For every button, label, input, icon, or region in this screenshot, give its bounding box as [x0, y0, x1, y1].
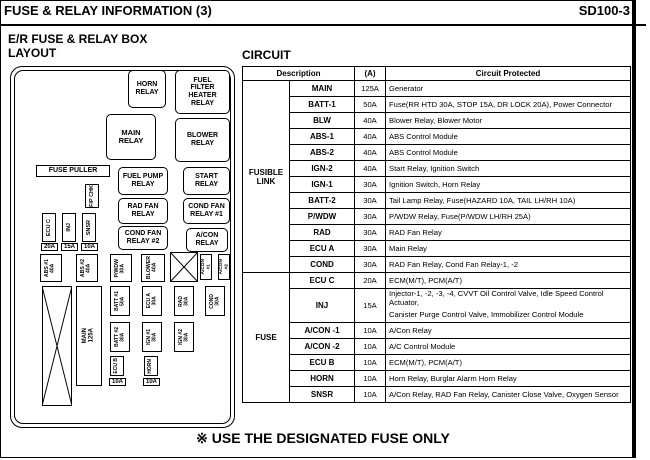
circuit-table [242, 66, 631, 403]
row-description: SNSR [290, 387, 355, 403]
row-amperage: 30A [355, 257, 386, 273]
ecu-c-fuse [42, 213, 56, 242]
cond-fuse [205, 286, 225, 316]
header-amperage: (A) [355, 67, 386, 81]
pwdw-fuse [110, 254, 132, 282]
row-amperage: 30A [355, 209, 386, 225]
rad-fuse [174, 286, 194, 316]
table-row [243, 273, 631, 289]
ecu-b-fuse [110, 356, 124, 376]
row-amperage: 20A [355, 273, 386, 289]
inj-rating: 15A [61, 243, 78, 251]
group-name: FUSIBLE LINK [243, 81, 290, 273]
cond-label: COND 30A [208, 293, 220, 309]
row-amperage: 125A [355, 81, 386, 97]
inj-label: INJ [65, 223, 72, 232]
row-description: IGN-1 [290, 177, 355, 193]
table-row [243, 209, 631, 225]
row-circuit: A/C Control Module [386, 339, 631, 355]
table-row [243, 193, 631, 209]
row-amperage: 10A [355, 323, 386, 339]
row-amperage: 15A [355, 289, 386, 323]
header-description: Description [243, 67, 355, 81]
fuel-filter-heater-relay: FUEL FILTER HEATER RELAY [175, 70, 230, 114]
row-description: RAD [290, 225, 355, 241]
row-circuit: Blower Relay, Blower Motor [386, 113, 631, 129]
header-circuit: Circuit Protected [386, 67, 631, 81]
horn-relay: HORN RELAY [128, 70, 166, 108]
row-circuit: ECM(M/T), PCM(A/T) [386, 273, 631, 289]
spare-slot-1-cross [170, 252, 198, 282]
row-circuit: RAD Fan Relay [386, 225, 631, 241]
circuit-title: CIRCUIT [242, 48, 291, 62]
acon-relay: A/CON RELAY [186, 228, 228, 252]
table-header-row [243, 67, 631, 81]
rad-label: RAD 30A [177, 295, 189, 307]
row-circuit: Generator [386, 81, 631, 97]
header-bar [0, 0, 646, 26]
main-fuse [76, 286, 102, 386]
row-amperage: 30A [355, 241, 386, 257]
row-description: ECU C [290, 273, 355, 289]
row-amperage: 10A [355, 387, 386, 403]
blower-label: BLOWER 40A [146, 256, 158, 280]
row-circuit: Main Relay [386, 241, 631, 257]
row-description: ABS-2 [290, 145, 355, 161]
row-amperage: 30A [355, 225, 386, 241]
ecu-c-rating: 20A [41, 243, 58, 251]
row-circuit: Start Relay, Ignition Switch [386, 161, 631, 177]
row-circuit: ABS Control Module [386, 129, 631, 145]
ign-2-label: IGN #2 30A [177, 329, 189, 345]
row-description: HORN [290, 371, 355, 387]
batt-1-fuse [110, 286, 130, 316]
row-amperage: 40A [355, 145, 386, 161]
row-description: BLW [290, 113, 355, 129]
horn-fuse [144, 356, 158, 376]
row-description: BATT-1 [290, 97, 355, 113]
row-amperage: 40A [355, 113, 386, 129]
row-description: COND [290, 257, 355, 273]
layout-title: LAYOUT [8, 46, 57, 60]
table-row [243, 161, 631, 177]
row-description: INJ [290, 289, 355, 323]
acon-1-label: A/CON #1 [200, 259, 211, 275]
batt-2-fuse [110, 322, 130, 352]
row-description: ABS-1 [290, 129, 355, 145]
ign-2-fuse [174, 322, 194, 352]
table-row [243, 177, 631, 193]
table-row [243, 257, 631, 273]
rad-fan-relay: RAD FAN RELAY [118, 198, 168, 224]
abs-1-label: ABS #1 40A [44, 258, 56, 278]
row-description: ECU A [290, 241, 355, 257]
row-description: MAIN [290, 81, 355, 97]
fp-chk-label: F/P CHK [88, 185, 95, 207]
blower-fuse [141, 254, 165, 282]
row-amperage: 40A [355, 161, 386, 177]
horn-label: HORN [147, 358, 154, 374]
blower-relay: BLOWER RELAY [175, 118, 230, 162]
table-row [243, 145, 631, 161]
ecu-a-fuse [142, 286, 162, 316]
page-code: SD100-3 [578, 3, 630, 18]
row-circuit: P/WDW Relay, Fuse(P/WDW LH/RH 25A) [386, 209, 631, 225]
ecu-c-label: ECU C [45, 218, 52, 237]
acon-2-fuse [218, 254, 230, 280]
acon-2-label: A/CON #2 [218, 259, 229, 275]
table-row [243, 387, 631, 403]
row-circuit: Fuse(RR HTD 30A, STOP 15A, DR LOCK 20A), Power Connector [386, 97, 631, 113]
table-row [243, 323, 631, 339]
row-circuit: Injector-1, -2, -3, -4, CVVT Oil Control Valve, Idle Speed Control Actuator, [386, 289, 631, 308]
pwdw-label: P/WDW 30A [114, 258, 126, 278]
row-circuit: A/Con Relay, RAD Fan Relay, Canister Close Valve, Oxygen Sensor [386, 387, 631, 403]
fuel-pump-relay: FUEL PUMP RELAY [118, 167, 168, 195]
acon-1-fuse [200, 254, 212, 280]
row-circuit: Canister Purge Control Valve, Immobilizer Control Module [386, 307, 631, 323]
main-fuse-label: MAIN 125A [82, 328, 95, 344]
table-row [243, 129, 631, 145]
cond-fan-relay-2: COND FAN RELAY #2 [118, 226, 168, 250]
cond-fan-relay-1: COND FAN RELAY #1 [183, 198, 230, 224]
snsr-label: SNSR [85, 219, 92, 236]
row-circuit: Ignition Switch, Horn Relay [386, 177, 631, 193]
row-amperage: 10A [355, 339, 386, 355]
row-description: BATT-2 [290, 193, 355, 209]
main-relay: MAIN RELAY [106, 114, 156, 160]
row-description: A/CON -2 [290, 339, 355, 355]
row-amperage: 10A [355, 371, 386, 387]
row-circuit: RAD Fan Relay, Cond Fan Relay-1, -2 [386, 257, 631, 273]
table-body [243, 81, 631, 403]
ecu-b-rating: 10A [109, 378, 126, 386]
ign-1-fuse [142, 322, 162, 352]
row-circuit: ABS Control Module [386, 145, 631, 161]
box-title: E/R FUSE & RELAY BOX [8, 32, 148, 46]
start-relay: START RELAY [183, 167, 230, 195]
row-amperage: 50A [355, 97, 386, 113]
snsr-rating: 10A [81, 243, 98, 251]
row-description: A/CON -1 [290, 323, 355, 339]
inj-fuse [62, 213, 76, 242]
table-row [243, 225, 631, 241]
table-row [243, 241, 631, 257]
group-name: FUSE [243, 273, 290, 403]
ecu-a-label: ECU A 30A [145, 293, 157, 309]
table-row [243, 81, 631, 97]
row-amperage: 30A [355, 177, 386, 193]
page-title: FUSE & RELAY INFORMATION (3) [4, 3, 212, 18]
table-row [243, 339, 631, 355]
table-row [243, 355, 631, 371]
row-circuit: Horn Relay, Burglar Alarm Horn Relay [386, 371, 631, 387]
row-amperage: 10A [355, 355, 386, 371]
spare-slot-2-cross [42, 286, 72, 406]
row-description: ECU B [290, 355, 355, 371]
table-row [243, 371, 631, 387]
abs-2-label: ABS #2 40A [80, 258, 92, 278]
row-circuit: ECM(M/T), PCM(A/T) [386, 355, 631, 371]
fp-chk-fuse [85, 184, 99, 208]
abs-1-fuse [40, 254, 62, 282]
row-description: P/WDW [290, 209, 355, 225]
horn-rating: 10A [143, 378, 160, 386]
ign-1-label: IGN #1 30A [145, 329, 157, 345]
batt-1-label: BATT #1 50A [113, 291, 125, 311]
snsr-fuse [82, 213, 96, 242]
batt-2-label: BATT #2 30A [113, 327, 125, 347]
row-amperage: 30A [355, 193, 386, 209]
table-row [243, 113, 631, 129]
abs-2-fuse [76, 254, 98, 282]
row-circuit: A/Con Relay [386, 323, 631, 339]
ecu-b-label: ECU B [113, 358, 120, 374]
fuse-puller: FUSE PULLER [36, 165, 110, 177]
table-row [243, 97, 631, 113]
row-description: IGN-2 [290, 161, 355, 177]
row-circuit: Tail Lamp Relay, Fuse(HAZARD 10A, TAIL LH/RH 10A) [386, 193, 631, 209]
designated-fuse-note: ※ USE THE DESIGNATED FUSE ONLY [196, 430, 450, 446]
row-amperage: 40A [355, 129, 386, 145]
table-row [243, 289, 631, 308]
